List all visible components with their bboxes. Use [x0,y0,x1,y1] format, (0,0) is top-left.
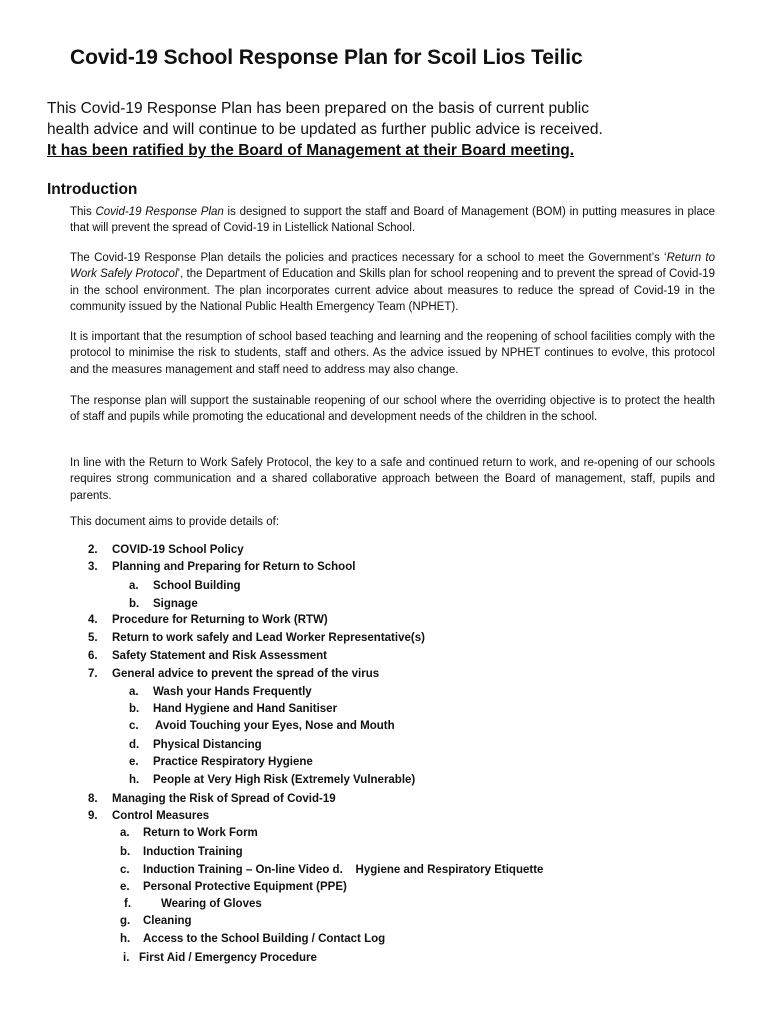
introduction-heading: Introduction [47,181,138,198]
p2-emphasis: Return to Work Safely Protocol [70,252,715,281]
list-item: 3. Planning and Preparing for Return to School [88,561,356,573]
list-item: e. Practice Respiratory Hygiene [129,756,313,768]
list-item: a. Return to Work Form [120,827,258,839]
intro-line-2: health advice and will continue to be updated as further public advice is received. [47,121,603,138]
paragraph-5: In line with the Return to Work Safely Protocol, the key to a safe and continued return to work, and re-opening of our schools requires strong communication and a shared collaborative approach between the Board of management, staff, pupils and parents. [70,457,715,502]
paragraph-3: It is important that the resumption of school based teaching and learning and the reopening of school facilities comply with the protocol to minimise the risk to students, staff and others. As the advice issued by NPHET continues to evolve, this protocol and the measures management and staff need to address may also change. [70,331,715,376]
paragraph-1 [70,204,715,237]
list-item: e. Personal Protective Equipment (PPE) [120,881,347,893]
list-item: d. Physical Distancing [129,739,262,751]
list-item: g. Cleaning [120,915,192,927]
paragraph-4: The response plan will support the sustainable reopening of our school where the overriding objective is to protect the health of staff and pupils while promoting the educational and development needs of the children in the school. [70,395,715,424]
p2-text-b: ’, the Department of Education and Skills plan for school reopening and to prevent the spread of Covid-19 in the school environment. The plan incorporates current advice about measures to reduce the spread of Covid-19 in the community issued by the National Public Health Emergency Team (NPHET). [70,268,716,314]
list-item: 4. Procedure for Returning to Work (RTW) [88,614,328,626]
p2-text-a: The Covid-19 Response Plan details the policies and practices necessary for a school to meet the Government’s ‘ [70,252,667,264]
document-title: Covid-19 School Response Plan for Scoil Lios Teilic [70,46,583,69]
list-item: 8. Managing the Risk of Spread of Covid-19 [88,793,336,805]
list-item: c. Avoid Touching your Eyes, Nose and Mouth [129,720,395,732]
list-item: c. Induction Training – On-line Video d. Hygiene and Respiratory Etiquette [120,864,544,876]
list-item: 5. Return to work safely and Lead Worker Representative(s) [88,632,425,644]
paragraph-2 [70,250,715,316]
list-item: b. Induction Training [120,846,243,858]
list-item: b. Hand Hygiene and Hand Sanitiser [129,703,338,715]
list-item: 6. Safety Statement and Risk Assessment [88,650,327,662]
list-item: b. Signage [129,598,198,610]
list-item: a. Wash your Hands Frequently [129,686,312,698]
list-item: 9. Control Measures [88,810,210,822]
intro-statement [47,98,727,161]
p1-text-a: This [70,206,96,218]
ratified-statement: It has been ratified by the Board of Management at their Board meeting. [47,142,575,159]
paragraph-6: This document aims to provide details of: [70,516,280,528]
list-item: f. Wearing of Gloves [124,898,262,910]
list-item: 7. General advice to prevent the spread of the virus [88,668,380,680]
intro-line-1: This Covid-19 Response Plan has been prepared on the basis of current public [47,100,589,117]
p1-emphasis: Covid-19 Response Plan [95,206,224,218]
list-item: h. Access to the School Building / Contact Log [120,933,386,945]
list-item: h. People at Very High Risk (Extremely Vulnerable) [129,774,416,786]
list-item: 2. COVID-19 School Policy [88,544,244,556]
list-item: i. First Aid / Emergency Procedure [123,952,317,964]
p1-text-b: is designed to support the staff and Board of Management (BOM) in putting measures in place that will prevent the spread of Covid-19 in Listellick National School. [70,206,716,235]
list-item: a. School Building [129,580,241,592]
